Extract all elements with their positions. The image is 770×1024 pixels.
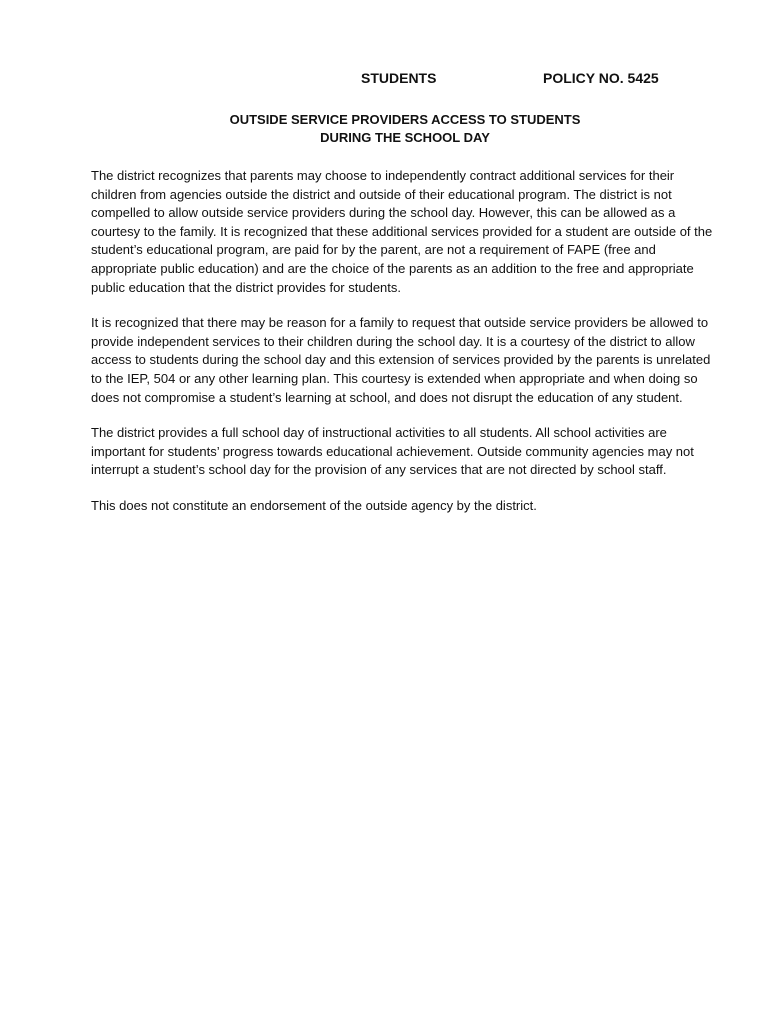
paragraph-4: This does not constitute an endorsement of the outside agency by the district. (91, 497, 537, 513)
paragraph-1: The district recognizes that parents may choose to independently contract additional services for their children from agencies outside the district and outside of their educational program. The district is not compelled to allow outside service providers during the school day. However, this can be allowed as a courtesy to the family. It is recognized that these additional services provided for a student are outside of the student’s educational program, are paid for by the parent, are not a requirement of FAPE (free and appropriate public education) and are the choice of the parents as an addition to the free and appropriate public education that the district provides for students. (91, 168, 713, 295)
policy-header (0, 70, 770, 90)
title-line-1: OUTSIDE SERVICE PROVIDERS ACCESS TO STUDENTS (229, 112, 581, 127)
paragraph-2: It is recognized that there may be reason for a family to request that outside service providers be allowed to provide independent services to their children during the school day. It is a courtesy of the district to allow access to students during the school day and this extension of services provided by the parents is unrelated to the IEP, 504 or any other learning plan. This courtesy is extended when appropriate and when doing so does not compromise a student’s learning at school, and does not disrupt the education of any student. (91, 315, 711, 405)
policy-title (0, 111, 770, 147)
paragraph-3: The district provides a full school day of instructional activities to all students. All school activities are important for students’ progress towards educational achievement. Outside community agencies may not interrupt a student’s school day for the provision of any services that are not directed by school staff. (91, 425, 694, 478)
policy-body (91, 167, 721, 533)
title-line-2: DURING THE SCHOOL DAY (320, 130, 490, 145)
section-label: STUDENTS (361, 70, 437, 86)
policy-number: POLICY NO. 5425 (543, 70, 659, 86)
